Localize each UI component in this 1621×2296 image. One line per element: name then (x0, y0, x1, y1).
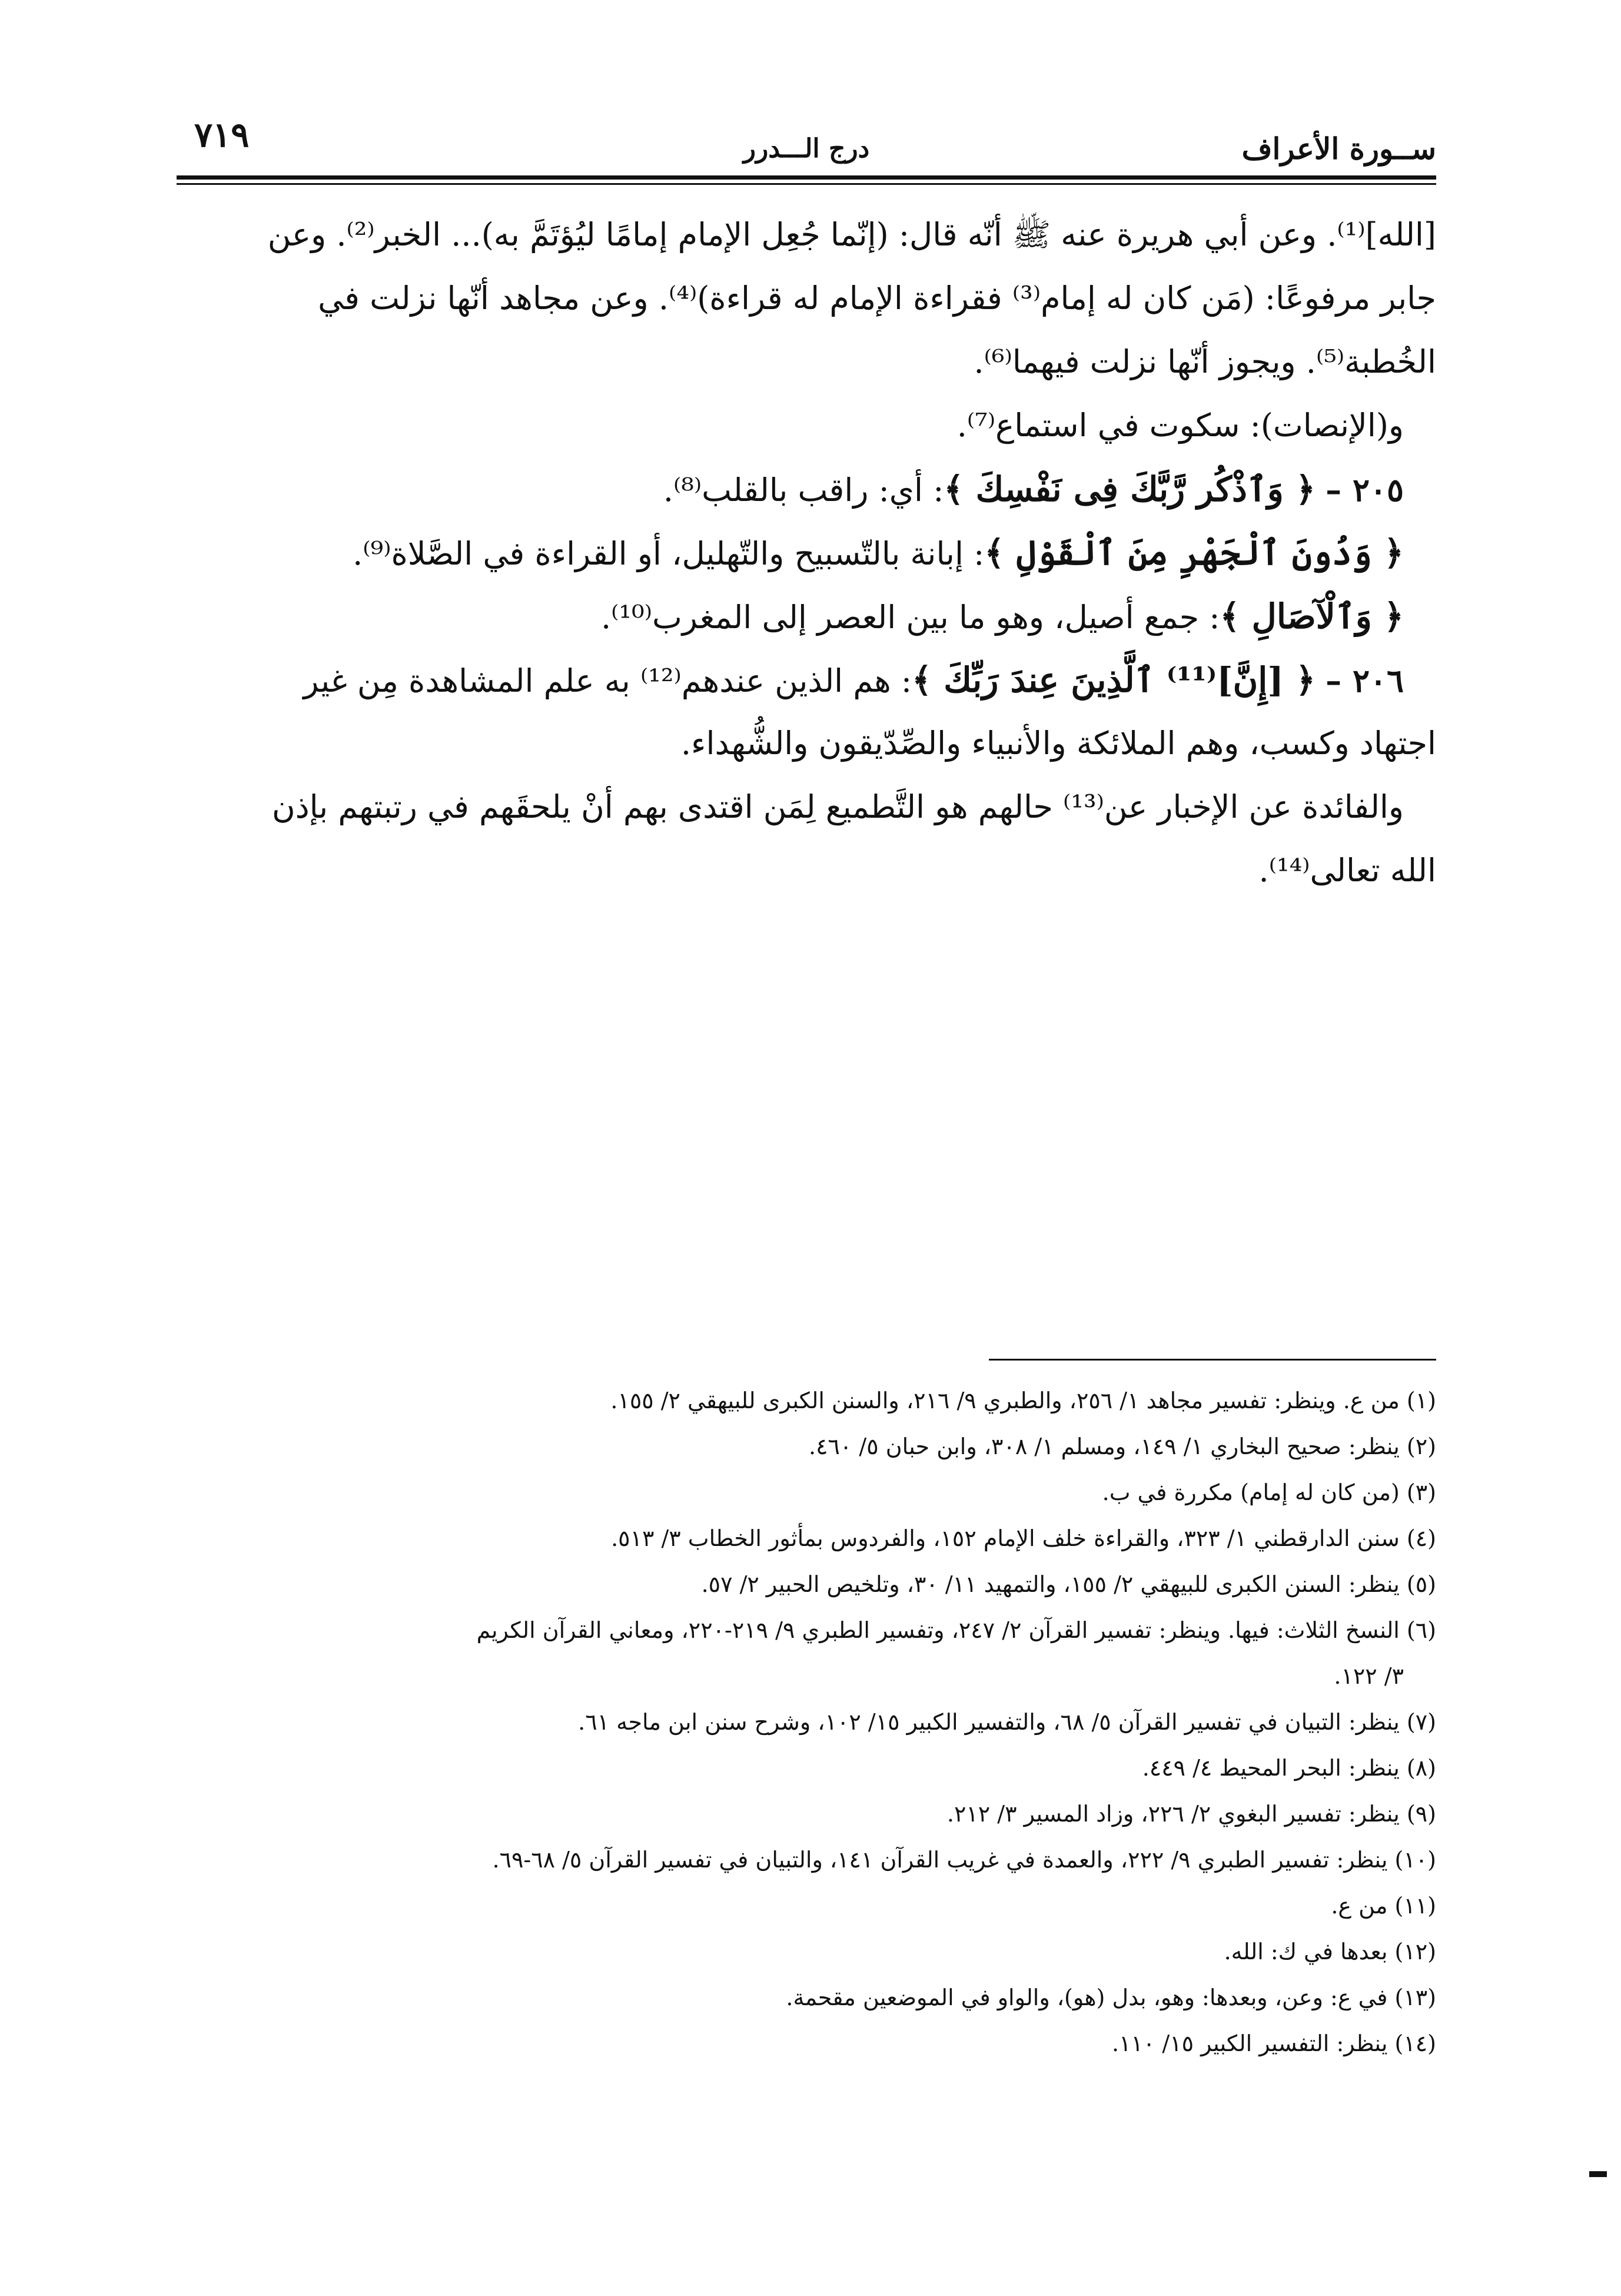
footnote-12: (١٢) بعدها في ك: الله. (1224, 1939, 1436, 1965)
quran-quote-206: ﴿ [إِنَّ]⁽¹¹⁾ ٱلَّذِينَ عِندَ رَبِّكَ ﴾ (912, 660, 1316, 700)
book-title: درج الـــدرر (743, 134, 870, 164)
commentary-206: : هم الذين عندهم⁽¹²⁾ به علم المشاهدة مِن غير (303, 662, 912, 699)
header-rule-thick (177, 175, 1436, 180)
footnote-2: (٢) ينظر: صحيح البخاري ١/ ١٤٩، ومسلم ١/ ٣٠٨، وابن حبان ٥/ ٤٦٠. (809, 1434, 1436, 1459)
footnote-6-continued: ٣/ ١٢٢. (1334, 1663, 1404, 1689)
text-line-3: الخُطبة⁽⁵⁾. ويجوز أنّها نزلت فيهما⁽⁶⁾. (974, 343, 1436, 380)
footnote-4: (٤) سنن الدارقطني ١/ ٣٢٣، والقراءة خلف الإمام ١٥٢، والفردوس بمأثور الخطاب ٣/ ٥١٣. (611, 1525, 1436, 1551)
running-header (177, 115, 1436, 171)
surah-title: ســورة الأعراف (1241, 131, 1436, 166)
footnote-7: (٧) ينظر: التبيان في تفسير القرآن ٥/ ٦٨، والتفسير الكبير ١٥/ ١٠٢، وشرح سنن ابن ماجه ٦١. (578, 1709, 1436, 1735)
verse-206-line (177, 648, 1436, 712)
text-line-4: و(الإنصات): سكوت في استماع⁽⁷⁾. (956, 407, 1404, 444)
commentary-jahr: : إبانة بالتّسبيح والتّهليل، أو القراءة في الصَّلاة⁽⁹⁾. (353, 535, 985, 572)
footnote-14: (١٤) ينظر: التفسير الكبير ١٥/ ١١٠. (1111, 2030, 1436, 2056)
commentary-205: : أي: راقب بالقلب⁽⁸⁾. (663, 472, 944, 509)
quran-quote-asal: ﴿ وَٱلْآصَالِ ﴾ (1220, 596, 1404, 636)
verse-205-line (177, 457, 1436, 521)
footnotes (177, 1378, 1436, 2066)
footnote-8: (٨) ينظر: البحر المحيط ٤/ ٤٤٩. (1142, 1755, 1436, 1781)
footnote-6: (٦) النسخ الثلاث: فيها. وينظر: تفسير القرآن ٢/ ٢٤٧، وتفسير الطبري ٩/ ٢١٩-٢٢٠، ومعاني القرآن الكريم (476, 1617, 1436, 1643)
footnote-9: (٩) ينظر: تفسير البغوي ٢/ ٢٢٦، وزاد المسير ٣/ ٢١٢. (946, 1801, 1436, 1827)
text-line-7 (177, 585, 1436, 648)
footnote-13: (١٣) في ع: وعن، وبعدها: وهو، بدل (هو)، والواو في الموضعين مقحمة. (786, 1985, 1436, 2010)
text-line-11: الله تعالى⁽¹⁴⁾. (1258, 852, 1436, 889)
commentary-asal: : جمع أصيل، وهو ما بين العصر إلى المغرب⁽¹⁰⁾. (600, 599, 1220, 636)
text-line-1: [الله]⁽¹⁾. وعن أبي هريرة عنه ﷺ أنّه قال: (إنّما جُعِل الإمام إمامًا ليُؤتَمَّ به)... الخبر⁽²⁾. وعن (267, 216, 1436, 253)
footnote-3: (٣) (من كان له إمام) مكررة في ب. (1102, 1479, 1436, 1505)
text-line-10: والفائدة عن الإخبار عن⁽¹³⁾ حالهم هو التَّطميع لِمَن اقتدى بهم أنْ يلحقَهم في رتبتهم بإذن (271, 788, 1404, 825)
footnote-separator (989, 1359, 1436, 1361)
verse-number-205: ٢٠٥ – (1326, 471, 1404, 509)
footnote-10: (١٠) ينظر: تفسير الطبري ٩/ ٢٢٢، والعمدة في غريب القرآن ١٤١، والتبيان في تفسير القرآن ٥/ ٦٨-٦٩. (492, 1847, 1436, 1873)
footnote-11: (١١) من ع. (1331, 1893, 1436, 1919)
quran-quote-jahr: ﴿ وَدُونَ ٱلْجَهْرِ مِنَ ٱلْقَوْلِ ﴾ (984, 533, 1404, 573)
text-line-6 (177, 521, 1436, 585)
verse-number-206: ٢٠٦ – (1326, 662, 1404, 699)
footnote-1: (١) من ع. وينظر: تفسير مجاهد ١/ ٢٥٦، والطبري ٩/ ٢١٦، والسنن الكبرى للبيهقي ٢/ ١٥٥. (610, 1388, 1436, 1414)
header-rule-thin (177, 183, 1436, 185)
margin-mark (1589, 2171, 1607, 2177)
main-text (177, 203, 1436, 903)
text-line-9: اجتهاد وكسب، وهم الملائكة والأنبياء والصِّدّيقون والشُّهداء. (680, 725, 1436, 762)
quran-quote-205: ﴿ وَٱذْكُر رَّبَّكَ فِى نَفْسِكَ ﴾ (944, 469, 1316, 509)
footnote-5: (٥) ينظر: السنن الكبرى للبيهقي ٢/ ١٥٥، والتمهيد ١١/ ٣٠، وتلخيص الحبير ٢/ ٥٧. (701, 1571, 1436, 1597)
text-line-2: جابر مرفوعًا: (مَن كان له إمام⁽³⁾ فقراءة الإمام له قراءة)⁽⁴⁾. وعن مجاهد أنّها نزلت في (318, 280, 1436, 317)
page-number: ٧١٩ (194, 115, 250, 155)
